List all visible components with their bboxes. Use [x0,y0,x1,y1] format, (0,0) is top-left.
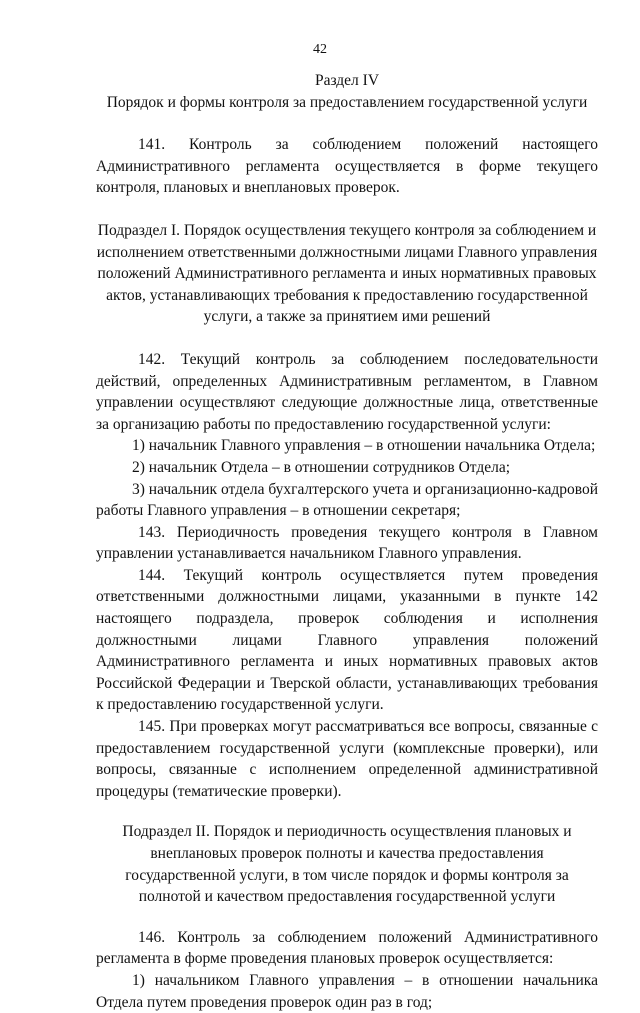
list-item: 3) начальник отдела бухгалтерского учета и организационно-кадровой работы Главного управления – в отношении секретаря; [96,480,598,520]
paragraph-144: 144. Текущий контроль осуществляется путем проведения ответственными должностными лицами, указанными в пункте 142 настоящего подраздела, проверок соблюдения и исполнения должностными лицами Главного управления положений Административного регламента и иных нормативных правовых актов Российской Федерации и Тверской области, устанавливающих требования к предоставлению государственной услуги. [96,566,598,714]
paragraph-143: 143. Периодичность проведения текущего контроля в Главном управлении устанавливается начальником Главного управления. [96,523,598,563]
paragraph-145: 145. При проверках могут рассматриваться все вопросы, связанные с предоставлением государственной услуги (комплексные проверки), или вопросы, связанные с исполнением определенной административной процедуры (тематические проверки). [96,718,598,800]
subsection-2-heading: Подраздел II. Порядок и периодичность осуществления плановых и внеплановых проверок полноты и качества предоставления государственной услуги, в том числе порядок и формы контроля за полнотой и качеством предоставления государственной услуги [122,823,572,906]
list-item: 2) начальник Отдела – в отношении сотрудников Отдела; [132,458,511,476]
section-title: Раздел IV [314,72,380,89]
paragraph-142: 142. Текущий контроль за соблюдением последовательности действий, определенных Административным регламентом, в Главном управлении осуществляют следующие должностные лица, ответственные за организацию работы по предоставлению государственной услуги: [96,350,598,433]
section-subtitle: Порядок и формы контроля за предоставлением государственной услуги [106,93,588,111]
page-number: 42 [313,42,327,57]
paragraph-146: 146. Контроль за соблюдением положений Административного регламента в форме проведения плановых проверок осуществляется: [96,928,598,968]
paragraph-141: 141. Контроль за соблюдением положений настоящего Административного регламента осуществляется в форме текущего контроля, плановых и внеплановых проверок. [96,136,598,197]
list-item: 1) начальником Главного управления – в отношении начальника Отдела путем проведения проверок один раз в год; [96,971,598,1011]
document-body [96,70,598,1013]
subsection-1-heading: Подраздел I. Порядок осуществления текущего контроля за соблюдением и исполнением ответственными должностными лицами Главного управления положений Административного регламента и иных нормативных правовых актов, устанавливающих требования к предоставлению государственной услуги, а также за принятием ими решений [96,221,598,326]
list-item: 1) начальник Главного управления – в отношении начальника Отдела; [132,437,596,455]
